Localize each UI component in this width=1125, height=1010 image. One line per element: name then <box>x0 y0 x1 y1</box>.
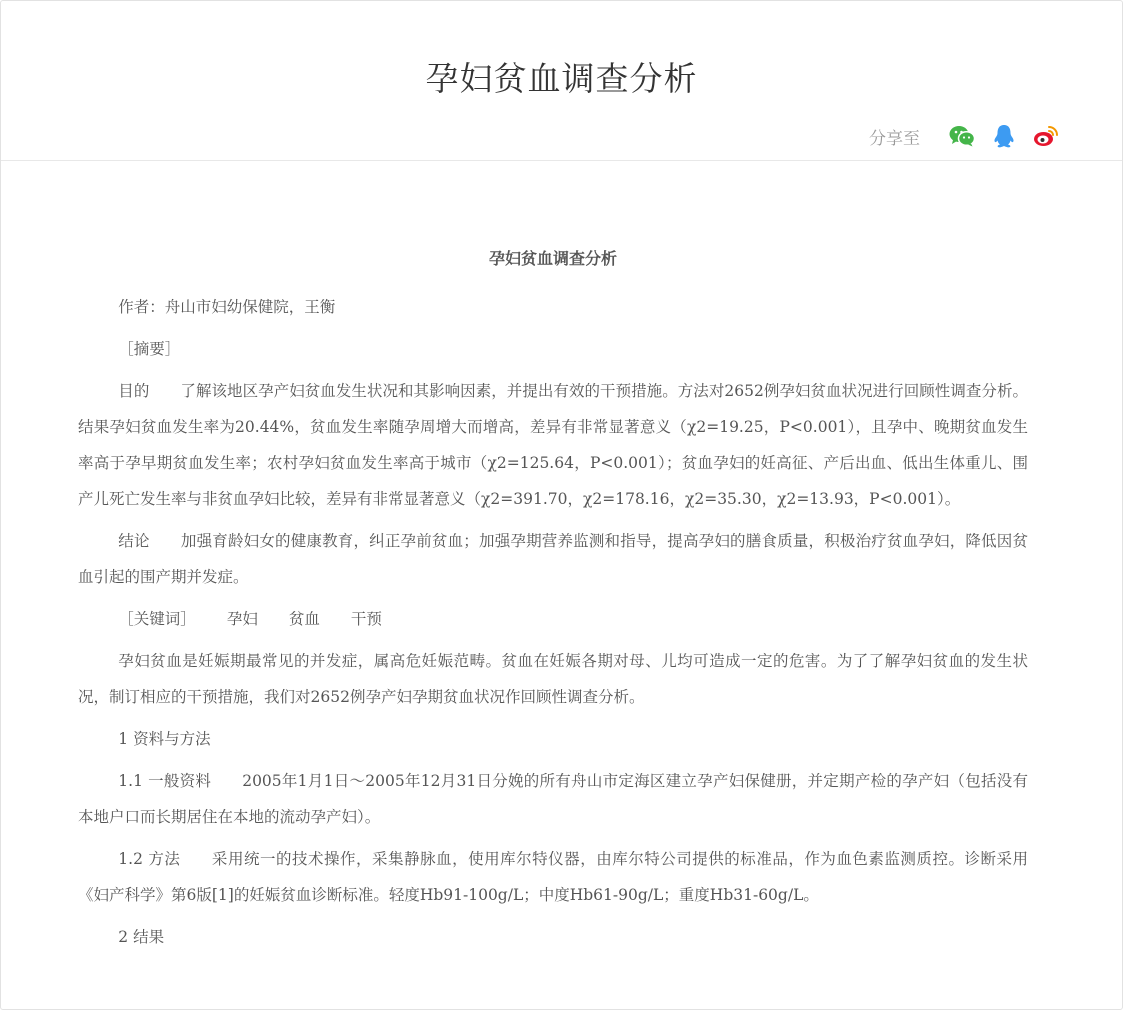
abstract-label: ［摘要］ <box>118 340 181 358</box>
share-qq-button[interactable] <box>990 122 1018 150</box>
subsection-text: 采用统一的技术操作，采集静脉血，使用库尔特仪器，由库尔特公司提供的标准品，作为血色素监测质控。诊断采用《妇产科学》第6版[1]的妊娠贫血诊断标准。轻度Hb91-100g/L；中度Hb61-90g/L；重度Hb31-60g/L。 <box>78 850 1029 904</box>
conclusion-paragraph <box>78 523 1028 595</box>
article-title: 孕妇贫血调查分析 <box>488 249 617 268</box>
author-line: 作者：舟山市妇幼保健院，王衡 <box>118 298 336 316</box>
weibo-icon <box>1033 125 1059 147</box>
keyword-item: 贫血 <box>288 610 320 628</box>
conclusion-text: 加强育龄妇女的健康教育，纠正孕前贫血；加强孕期营养监测和指导，提高孕妇的膳食质量，积极治疗贫血孕妇，降低因贫血引起的围产期并发症。 <box>78 532 1028 586</box>
article-body <box>78 231 1028 961</box>
section-heading: 2 结果 <box>118 928 165 946</box>
share-weibo-button[interactable] <box>1032 122 1060 150</box>
subsection-text: 2005年1月1日～2005年12月31日分娩的所有舟山市定海区建立孕产妇保健册，并定期产检的孕产妇（包括没有本地户口而长期居住在本地的流动孕产妇）。 <box>78 772 1028 826</box>
share-bar <box>869 121 1060 151</box>
keywords-paragraph <box>78 601 1028 637</box>
subsection-label: 1.2 方法 <box>118 850 181 868</box>
qq-icon <box>993 124 1015 148</box>
subsection-label: 1.1 一般资料 <box>118 772 212 790</box>
subsection-1-1-paragraph <box>78 763 1028 835</box>
keyword-item: 干预 <box>350 610 382 628</box>
objective-label: 目的 <box>118 382 150 400</box>
share-label: 分享至 <box>869 128 920 149</box>
objective-text: 了解该地区孕产妇贫血发生状况和其影响因素，并提出有效的干预措施。方法对2652例孕妇贫血状况进行回顾性调查分析。结果孕妇贫血发生率为20.44%，贫血发生率随孕周增大而增高，差异有非常显著意义（χ2=19.25，P<0.001），且孕中、晚期贫血发生率高于孕早期贫血发生率；农村孕妇贫血发生率高于城市（χ2=125.64，P<0.001）；贫血孕妇的妊高征、产后出血、低出生体重儿、围产儿死亡发生率与非贫血孕妇比较，差异有非常显著意义（χ2=391.70，χ2=178.16，χ2=35.30，χ2=13.93，P<0.001）。 <box>78 382 1028 508</box>
subsection-1-2-paragraph <box>78 841 1028 913</box>
intro-paragraph: 孕妇贫血是妊娠期最常见的并发症，属高危妊娠范畴。贫血在妊娠各期对母、儿均可造成一定的危害。为了了解孕妇贫血的发生状况，制订相应的干预措施，我们对2652例孕产妇孕期贫血状况作回顾性调查分析。 <box>78 652 1028 706</box>
conclusion-label: 结论 <box>118 532 150 550</box>
section-heading: 1 资料与方法 <box>118 730 211 748</box>
keyword-item: 孕妇 <box>226 610 258 628</box>
page-header <box>1 1 1122 161</box>
share-wechat-button[interactable] <box>948 122 976 150</box>
objective-paragraph <box>78 373 1028 517</box>
page-title: 孕妇贫血调查分析 <box>425 59 698 98</box>
keywords-label: ［关键词］ <box>118 610 196 628</box>
wechat-icon <box>949 125 975 147</box>
